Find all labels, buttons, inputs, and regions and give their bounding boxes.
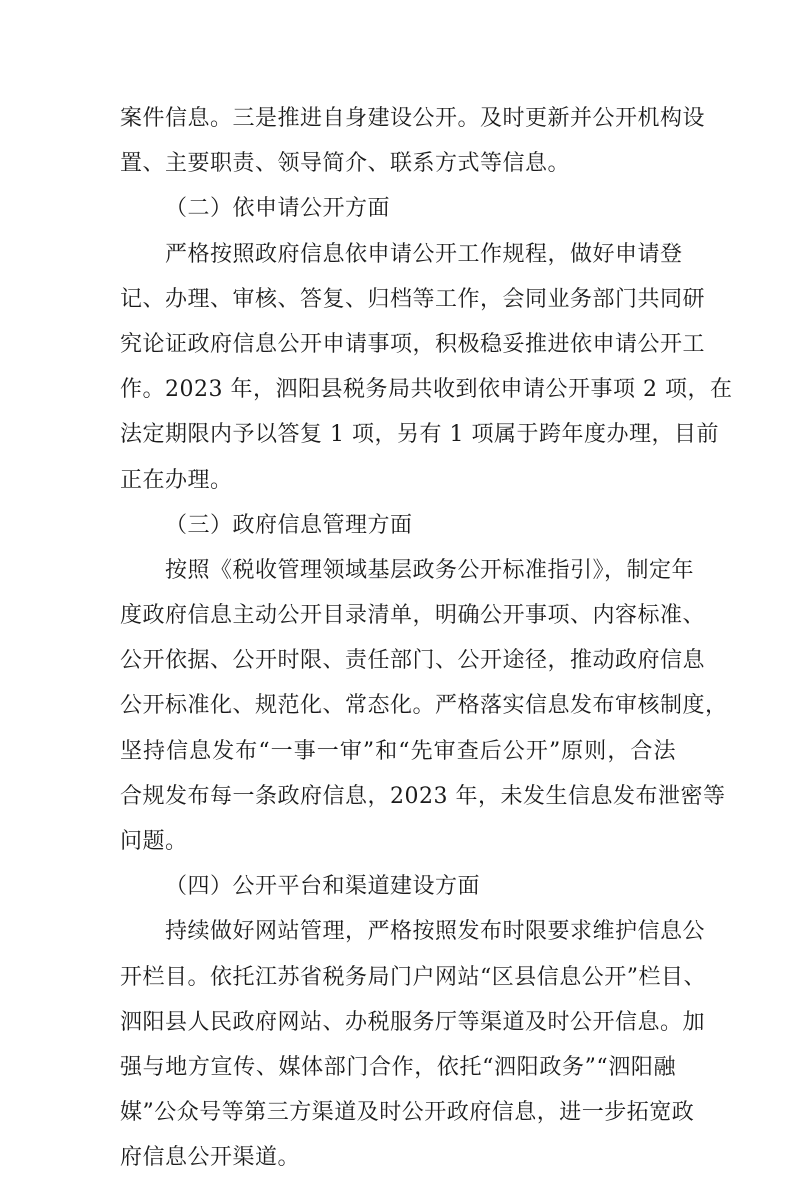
body-line: 按照《税收管理领域基层政务公开标准指引》，制定年 [165,557,695,583]
section-heading-4: （四）公开平台和渠道建设方面 [165,874,481,900]
body-line: 公开标准化、规范化、常态化。严格落实信息发布审核制度， [120,693,728,719]
body-line: 正在办理。 [120,467,233,493]
body-line: 泗阳县人民政府网站、办税服务厅等渠道及时公开信息。加 [120,1009,706,1035]
body-line: 持续做好网站管理，严格按照发布时限要求维护信息公 [165,919,706,945]
body-line: 究论证政府信息公开申请事项，积极稳妥推进依申请公开工 [120,331,706,357]
body-line: 坚持信息发布“一事一审”和“先审查后公开”原则，合法 [120,738,676,764]
section-heading-2: （二）依申请公开方面 [165,196,391,222]
section-heading-3: （三）政府信息管理方面 [165,512,413,538]
body-line: 案件信息。三是推进自身建设公开。及时更新并公开机构设 [120,106,706,131]
body-line: 记、办理、审核、答复、归档等工作，会同业务部门共同研 [120,286,706,312]
body-line: 度政府信息主动公开目录清单，明确公开事项、内容标准、 [120,603,706,629]
body-line: 严格按照政府信息依申请公开工作规程，做好申请登 [165,241,683,267]
document-page [120,96,733,1181]
body-line: 强与地方宣传、媒体部门合作，依托“泗阳政务”“泗阳融 [120,1054,676,1080]
body-line: 合规发布每一条政府信息，2023 年，未发生信息发布泄密等 [120,783,726,809]
body-line: 问题。 [120,829,188,854]
body-line: 媒”公众号等第三方渠道及时公开政府信息，进一步拓宽政 [120,1100,695,1126]
body-line: 作。2023 年，泗阳县税务局共收到依申请公开事项 2 项，在 [120,377,733,403]
body-line: 法定期限内予以答复 1 项，另有 1 项属于跨年度办理，目前 [120,422,719,448]
body-line: 置、主要职责、领导简介、联系方式等信息。 [120,151,571,177]
body-line: 公开依据、公开时限、责任部门、公开途径，推动政府信息 [120,648,706,674]
body-line: 府信息公开渠道。 [120,1145,301,1171]
body-line: 开栏目。依托江苏省税务局门户网站“区县信息公开”栏目、 [120,964,706,990]
